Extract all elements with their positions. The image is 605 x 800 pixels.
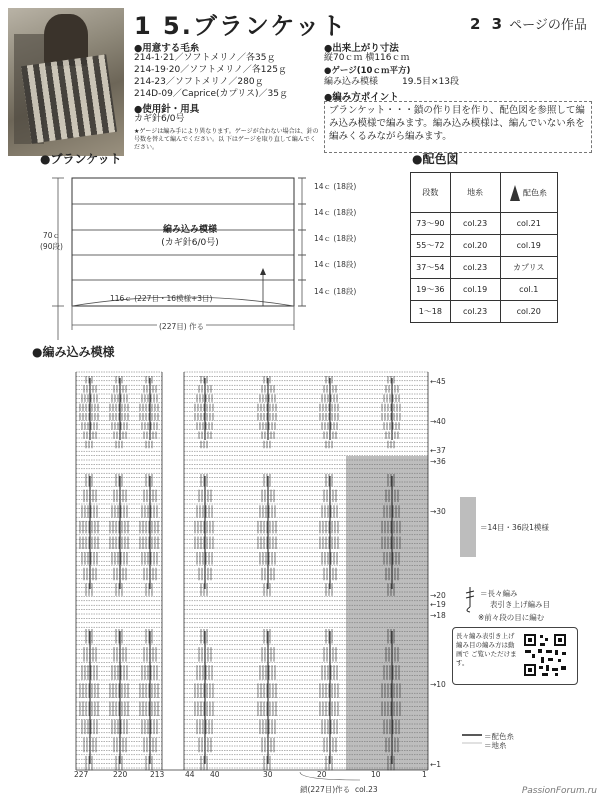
gauge-pattern: 編み込み模様 xyxy=(324,77,379,87)
table-row: 1～18 col.23 col.20 xyxy=(411,301,558,323)
yarn-line: 214-23／ソフトメリノ／280ｇ xyxy=(134,77,264,87)
colorchart-col-contrast: 配色糸 xyxy=(500,173,558,213)
legend-stitch: ＝長々編み 表引き上げ編み目 xyxy=(480,589,550,609)
row-label: →36 xyxy=(430,457,446,466)
segment-label: 14ｃ (18段) xyxy=(314,234,357,243)
row-label: →30 xyxy=(430,507,446,516)
stitch-symbol-icon xyxy=(462,585,478,613)
legend-repeat: ＝14目・36段1模様 xyxy=(480,523,549,532)
chain-label: 鎖(227目)作る col.23 xyxy=(300,785,378,794)
yarn-line: 214D-09／Caprice(カプリス)／35ｇ xyxy=(134,89,288,99)
legend-contrast: ＝配色糸 xyxy=(484,732,514,741)
table-row: 73～90 col.23 col.21 xyxy=(411,213,558,235)
tick-label: 213 xyxy=(150,770,165,779)
segment-label: 14ｃ (18段) xyxy=(314,208,357,217)
colorchart-col-rows: 段数 xyxy=(411,173,451,213)
row-label: ←19 xyxy=(430,600,446,609)
segment-label: 14ｃ (18段) xyxy=(314,287,357,296)
colorchart-heading: ●配色図 xyxy=(412,152,459,166)
watermark: PassionForum.ru xyxy=(521,786,597,796)
tick-label: 30 xyxy=(263,770,273,779)
point-text: ブランケット・・・鎖の作り目を作り、配色図を参照して編み込み模様で編みます。編み込み模様は、編んでいない糸を編みくるみながら編みます。 xyxy=(324,101,592,153)
yarn-list xyxy=(134,52,288,100)
row-label: ←1 xyxy=(430,760,442,769)
blanket-heading: ●ブランケット xyxy=(40,152,122,166)
size-heading: ●出来上がり寸法 xyxy=(324,43,399,54)
table-row: 37～54 col.23 カプリス xyxy=(411,257,558,279)
table-row: 19～36 col.19 col.1 xyxy=(411,279,558,301)
qr-text: 長々編み表引き上げ編み目の編み方は動画で ご覧いただけます。 xyxy=(456,632,517,667)
segment-label: 14ｃ (18段) xyxy=(314,260,357,269)
size-value: 縦70ｃｍ 横116ｃｍ xyxy=(324,53,410,63)
tick-label: 44 xyxy=(185,770,195,779)
bottom-width-label: 116ｃ (227目・16模様+3目) xyxy=(110,294,213,303)
row-label: →10 xyxy=(430,680,446,689)
blanket-photo xyxy=(8,8,124,156)
legend-ground: ＝地糸 xyxy=(484,741,507,750)
row-label: →20 xyxy=(430,591,446,600)
gauge-heading: ●ゲージ(10ｃｍ平方) xyxy=(324,66,411,76)
legend-stitch-note: ※前々段の目に編む xyxy=(478,613,545,622)
segment-label: 14ｃ (18段) xyxy=(314,182,357,191)
row-label: ←37 xyxy=(430,446,446,455)
yarn-line: 214-1·21／ソフトメリノ／各35ｇ xyxy=(134,53,276,63)
tick-label: 1 xyxy=(422,770,427,779)
triangle-icon xyxy=(510,185,520,201)
height-label: 70ｃ (90段) xyxy=(40,231,63,251)
page-title: 1 5.ブランケット xyxy=(134,12,348,40)
tick-label: 220 xyxy=(113,770,128,779)
row-label: ←45 xyxy=(430,377,446,386)
tools-value: カギ針6/0号 xyxy=(134,114,185,124)
point-heading: ●編み方ポイント xyxy=(324,92,399,103)
stitch-chart xyxy=(0,360,605,800)
gauge-note: ★ゲージは編み手により異なります。ゲージが合わない場合は、針の号数を替えて編んでください。以 下はゲージを取り直して編んでください。 xyxy=(134,128,319,151)
qr-code-icon[interactable] xyxy=(522,632,568,678)
page-reference: 2 3 ページの作品 xyxy=(470,15,587,33)
tick-label: 20 xyxy=(317,770,327,779)
tick-label: 227 xyxy=(74,770,89,779)
yarn-line: 214-19·20／ソフトメリノ／各125ｇ xyxy=(134,65,287,75)
tools-heading: ●使用針・用具 xyxy=(134,104,200,115)
colorchart-table xyxy=(410,172,558,323)
legend-shade-swatch xyxy=(460,497,476,557)
yarn-heading: ●用意する毛糸 xyxy=(134,43,200,54)
tick-label: 40 xyxy=(210,770,220,779)
start-chain-label: (227目) 作る xyxy=(159,322,205,331)
line-legend-icons xyxy=(462,732,484,746)
pattern-chart-heading: ●編み込み模様 xyxy=(32,345,115,359)
row-label: →18 xyxy=(430,611,446,620)
table-row: 55～72 col.20 col.19 xyxy=(411,235,558,257)
colorchart-col-ground: 地糸 xyxy=(450,173,500,213)
pattern-center-label: 編み込み模様 (カギ針6/0号) xyxy=(161,225,219,248)
gauge-value: 19.5目×13段 xyxy=(402,77,460,87)
row-label: →40 xyxy=(430,417,446,426)
tick-label: 10 xyxy=(371,770,381,779)
